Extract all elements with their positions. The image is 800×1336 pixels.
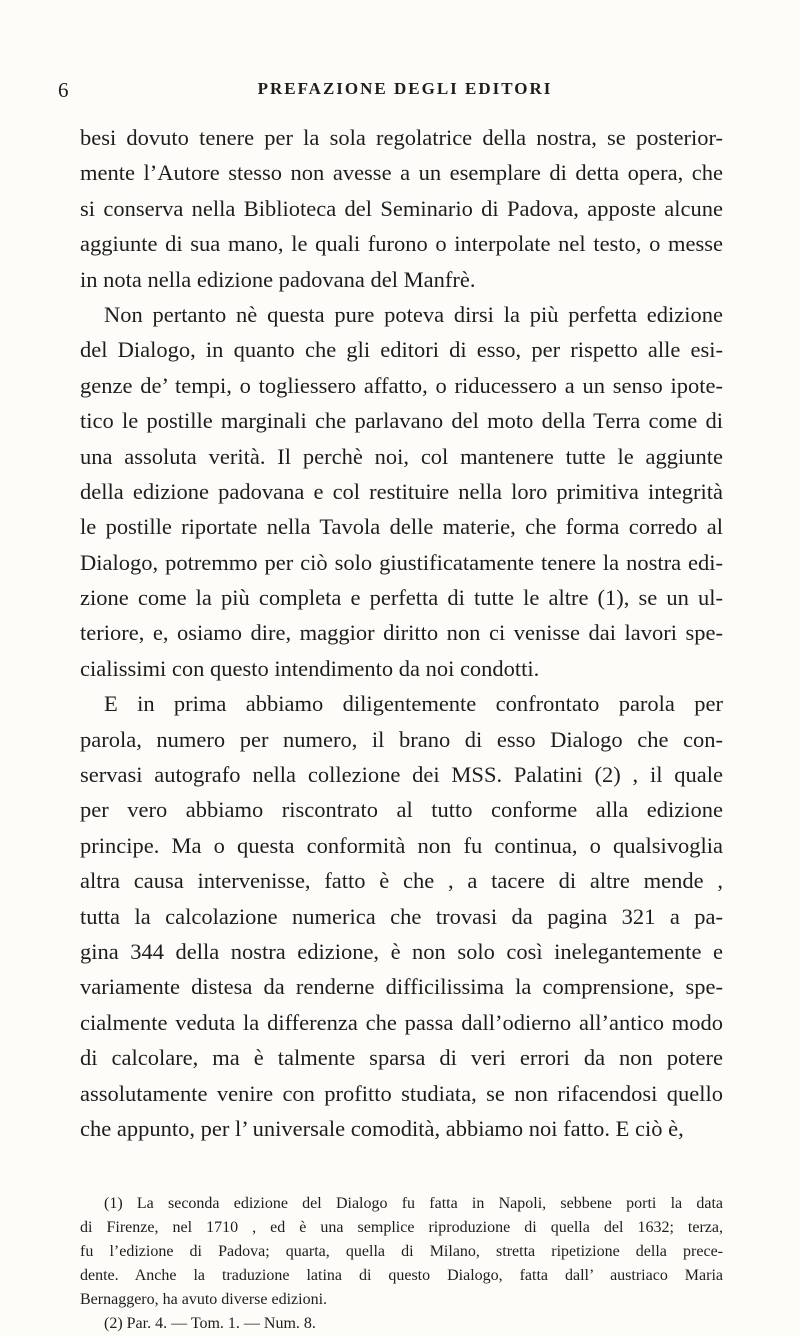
footnote-line: di Firenze, nel 1710 , ed è una semplice riproduzione di quella del 1632; terza, (80, 1219, 723, 1236)
footnote-line: Bernaggero, ha avuto diverse edizioni. (80, 1291, 328, 1308)
footnotes (80, 1192, 723, 1336)
text-line: zione come la più completa e perfetta di tutte le altre (1), se un ul- (80, 585, 723, 611)
text-line: E in prima abbiamo diligentemente confrontato parola per (104, 691, 723, 717)
footnote-line: dente. Anche la traduzione latina di questo Dialogo, fatta dall’ austriaco Maria (80, 1267, 723, 1284)
text-line: le postille riportate nella Tavola delle materie, che forma corredo al (80, 514, 723, 540)
text-line: tutta la calcolazione numerica che trovasi da pagina 321 a pa- (80, 903, 723, 929)
text-line: gina 344 della nostra edizione, è non solo così inelegantemente e (80, 938, 723, 964)
text-line: servasi autografo nella collezione dei MSS. Palatini (2) , il quale (80, 762, 723, 788)
text-line: Dialogo, potremmo per ciò solo giustificatamente tenere la nostra edi- (80, 549, 723, 575)
text-line: tico le postille marginali che parlavano del moto della Terra come di (80, 408, 723, 434)
text-line: teriore, e, osiamo dire, maggior diritto non ci venisse dai lavori spe- (80, 620, 723, 646)
footnote-line: (1) La seconda edizione del Dialogo fu fatta in Napoli, sebbene porti la data (104, 1195, 723, 1212)
text-line: una assoluta verità. Il perchè noi, col mantenere tutte le aggiunte (80, 443, 723, 469)
text-line: altra causa intervenisse, fatto è che , a tacere di altre mende , (80, 868, 723, 894)
text-line: della edizione padovana e col restituire nella loro primitiva integrità (80, 478, 723, 504)
text-line: che appunto, per l’ universale comodità, abbiamo noi fatto. E ciò è, (80, 1115, 684, 1141)
text-line: del Dialogo, in quanto che gli editori di esso, per rispetto alle esi- (80, 337, 723, 363)
text-line: mente l’Autore stesso non avesse a un esemplare di detta opera, che (80, 160, 723, 186)
page-number: 6 (58, 78, 70, 102)
text-line: parola, numero per numero, il brano di esso Dialogo che con- (80, 726, 723, 752)
text-line: in nota nella edizione padovana del Manfrè. (80, 266, 476, 292)
text-line: cialissimi con questo intendimento da noi condotti. (80, 655, 540, 681)
running-head (58, 78, 742, 108)
footnote-line: fu l’edizione di Padova; quarta, quella di Milano, stretta ripetizione della prece- (80, 1243, 723, 1260)
text-line: si conserva nella Biblioteca del Seminario di Padova, apposte alcune (80, 195, 723, 221)
text-line: besi dovuto tenere per la sola regolatrice della nostra, se posterior- (80, 125, 723, 150)
text-line: aggiunte di sua mano, le quali furono o interpolate nel testo, o messe (80, 231, 723, 257)
text-line: variamente distesa da renderne difficilissima la comprensione, spe- (80, 974, 723, 1000)
text-line: Non pertanto nè questa pure poteva dirsi la più perfetta edizione (104, 301, 723, 327)
text-line: di calcolare, ma è talmente sparsa di veri errori da non potere (80, 1045, 723, 1071)
text-line: principe. Ma o questa conformità non fu continua, o qualsivoglia (80, 832, 723, 858)
text-line: cialmente veduta la differenza che passa dall’odierno all’antico modo (80, 1009, 723, 1035)
text-line: per vero abbiamo riscontrato al tutto conforme alla edizione (80, 797, 723, 823)
body-text (80, 120, 723, 1146)
footnote-line: (2) Par. 4. — Tom. 1. — Num. 8. (104, 1315, 316, 1332)
text-line: genze de’ tempi, o togliessero affatto, o riducessero a un senso ipote- (80, 372, 723, 398)
running-title: PREFAZIONE DEGLI EDITORI (257, 79, 553, 98)
text-line: assolutamente venire con profitto studiata, se non rifacendosi quello (80, 1080, 723, 1106)
